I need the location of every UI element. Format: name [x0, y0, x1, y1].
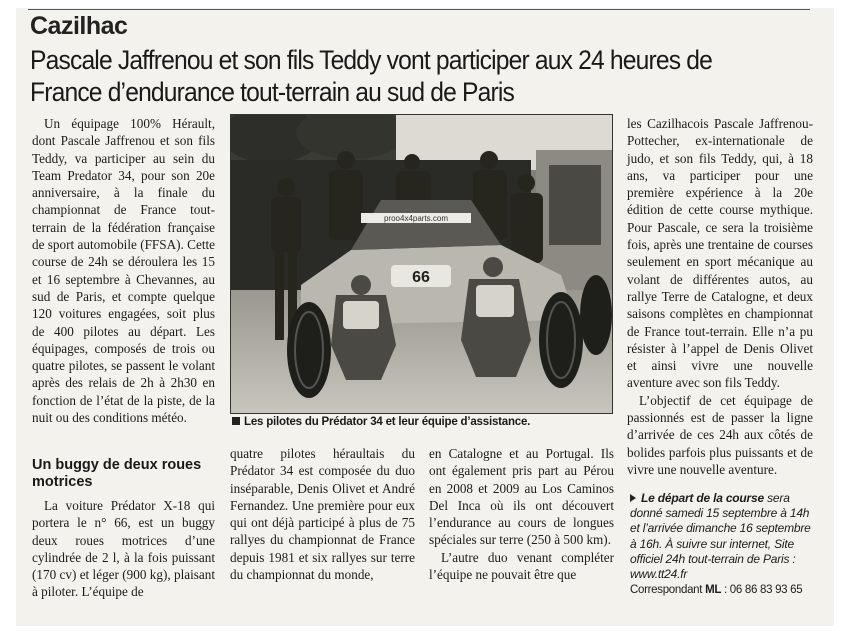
correspondent-line: [630, 584, 814, 596]
race-info-box: [630, 491, 814, 582]
column-3: [429, 445, 614, 583]
top-rule: [28, 9, 810, 10]
correspondent-initials: ML: [705, 584, 722, 596]
sponsor-text: proo4x4parts.com: [383, 214, 449, 223]
body-paragraph-6: L’objectif de cet équipage de passionnés est de passer la ligne d’arrivée de ces 24h aux côtés de bolides parfois plus puissants et de vivre une nouvelle aventure.: [627, 392, 813, 477]
correspondent-label: Correspondant: [630, 584, 703, 596]
headline: Pascale Jaffrenou et son fils Teddy vont participer aux 24 heures de France d’endurance tout-terrain au sud de Paris: [30, 45, 712, 107]
column-1-body: [32, 497, 215, 601]
body-paragraph-3: en Catalogne et au Portugal. Ils ont également pris part au Pérou en 2008 et 2009 au Los Caminos Del Inca où ils ont découvert l’endurance au cours de longues spéciales sur terre (250 à 500 km).: [429, 446, 614, 548]
body-paragraph-1: La voiture Prédator X-18 qui portera le n° 66, est un buggy deux roues motrices d’une cylindrée de 2 l, à la fois puissant (170 cv) et léger (900 kg), plaisant à piloter. L’équipe de: [32, 498, 215, 600]
intro-paragraph: Un équipage 100% Hérault, dont Pascale Jaffrenou et son fils Teddy, va participer au sein du Team Predator 34, pour son 20e anniversaire, à la finale du championnat de France tout-terrain de la fédération française de sport automobile (FFSA). Cette course de 24h se déroulera les 15 et 16 septembre à Chevannes, au sud de Paris, et compte quelque 120 voitures engagées, soit plus de 400 pilotes au départ. Les équipages, composés de trois ou quatre pilotes, se passent le volant après des relais de 2h à 2h30 en fonction de l’état de la piste, de la nuit ou des conditions météo.: [32, 116, 215, 426]
info-text: sera donné samedi 15 septembre à 14h et l’arrivée dimanche 16 septembre à 16h. À suivre sur internet, Site officiel 24h tout-terrain de Paris : www.tt24.fr: [630, 491, 811, 582]
info-lead: Le départ de la course: [641, 491, 764, 505]
body-paragraph-4: L’autre duo venant compléter l’équipe ne pouvait être que: [429, 549, 614, 583]
column-4: [627, 115, 813, 478]
team-photo: [230, 114, 613, 414]
column-1-intro: [32, 115, 215, 426]
body-paragraph-5: les Cazilhacois Pascale Jaffrenou-Pottecher, ex-internationale de judo, et son fils Teddy, qui, à 18 ans, va participer pour une première expérience à la 20e édition de cette course mythique. Pour Pascale, ce sera la troisième fois, après une trentaine de courses seulement en sport mécanique au volant de différentes autos, au rallye Terre de Catalogne, et deux saisons complètes en championnat de France tout-terrain. Elle n’a pu résister à l’appel de Denis Olivet et ainsi vivre une nouvelle aventure avec son fils Teddy.: [627, 116, 813, 391]
caption-bullet-icon: [232, 417, 240, 425]
correspondent-phone: : 06 86 83 93 65: [724, 584, 803, 596]
photo-caption: [232, 416, 612, 428]
caption-text: Les pilotes du Prédator 34 et leur équipe d’assistance.: [244, 416, 531, 428]
section-title: Cazilhac: [30, 12, 128, 40]
car-number: 66: [412, 269, 430, 286]
triangle-bullet-icon: [630, 494, 636, 502]
team-photo-illustration: [231, 115, 612, 413]
body-paragraph-2: quatre pilotes héraultais du Prédator 34 est composée du duo inséparable, Denis Olivet et André Fernandez. Une première pour eux qui ont déjà participé à plus de 75 rallyes du championnat de France depuis 1981 et six rallyes sur terre du championnat du monde,: [230, 446, 415, 583]
column-2: [230, 445, 415, 583]
subheading: Un buggy de deux roues motrices: [32, 457, 202, 490]
